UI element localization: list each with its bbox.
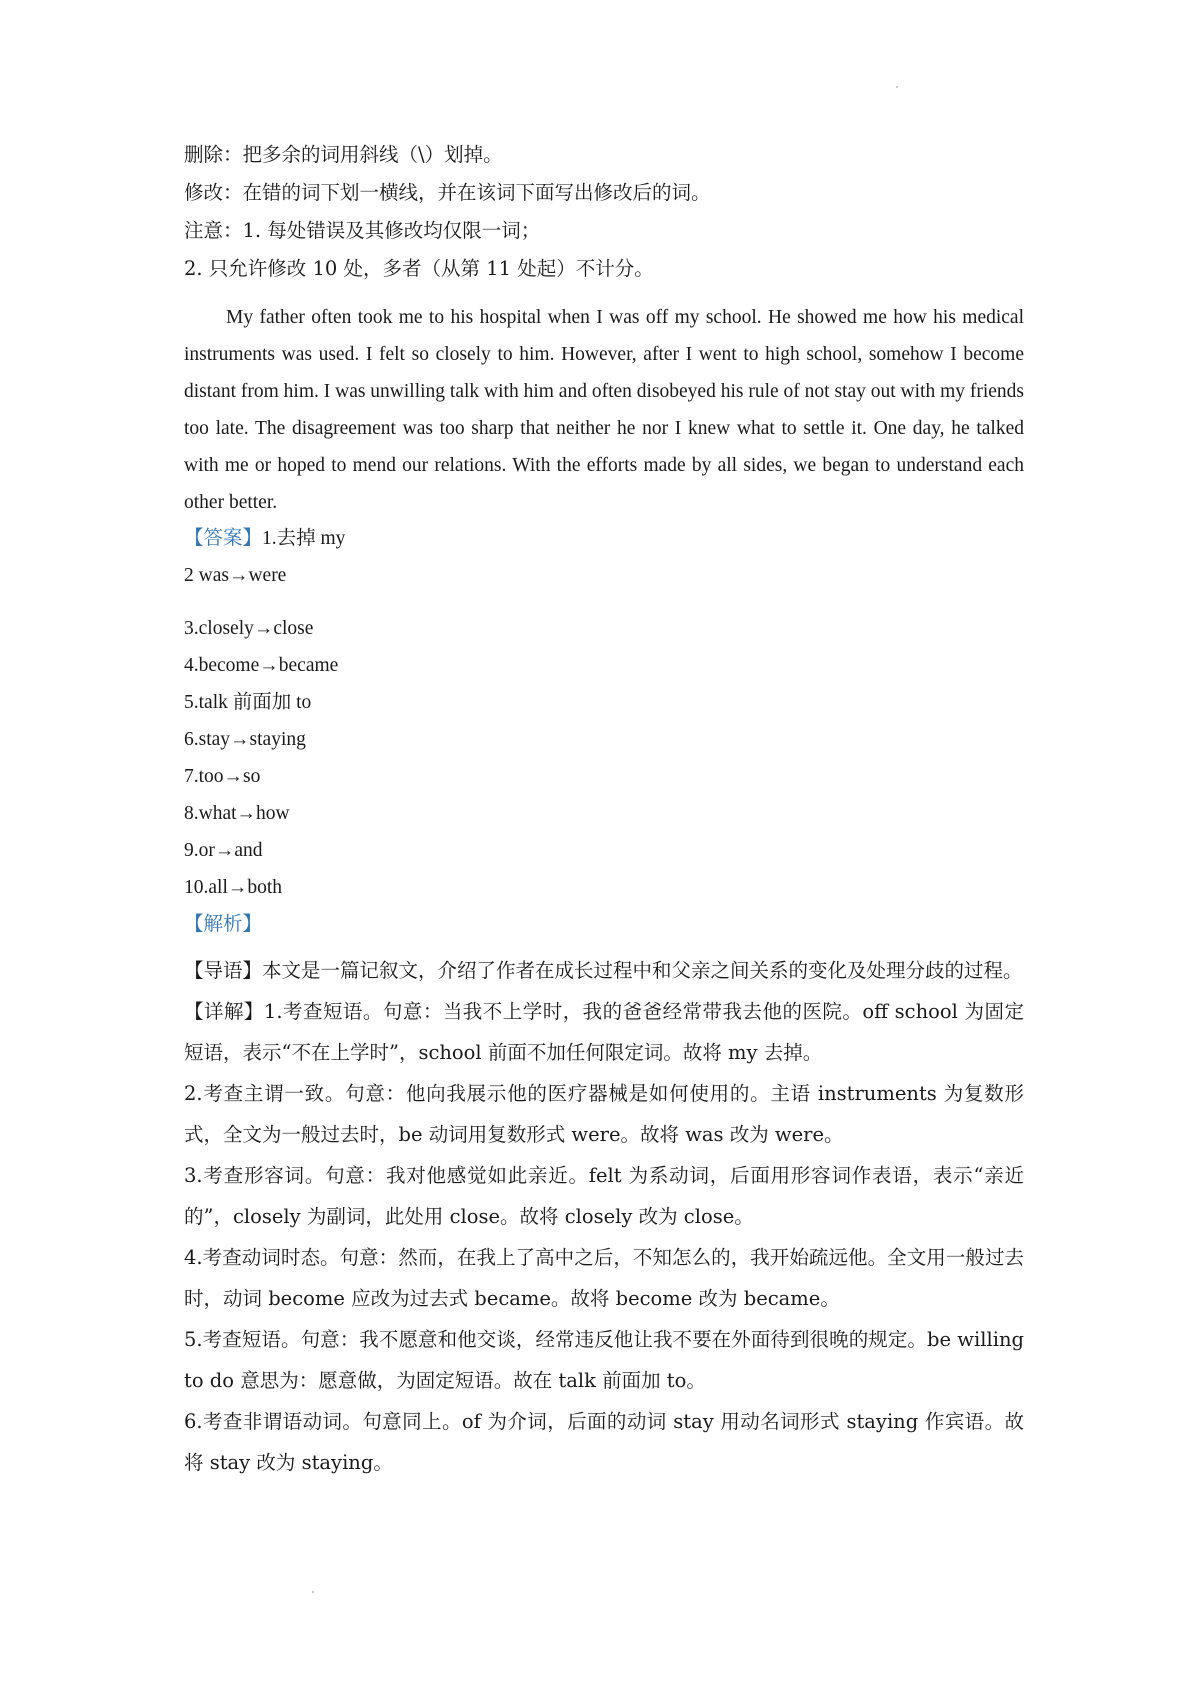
instruction-modify: 修改：在错的词下划一横线，并在该词下面写出修改后的词。 (184, 181, 711, 204)
answer-item: 2 was→were (184, 565, 287, 586)
explanation-item-6: 6.考查非谓语动词。句意同上。of 为介词，后面的动词 stay 用动名词形式 staying 作宾语。故将 stay 改为 staying。 (184, 1410, 1024, 1474)
answer-item: 10.all→both (184, 877, 283, 898)
explanation-item-3: 3.考查形容词。句意：我对他感觉如此亲近。felt 为系动词，后面用形容词作表语，表示“亲近的”，closely 为副词，此处用 close。故将 closely 改为 close。 (184, 1164, 1024, 1228)
explanation-intro: 【导语】本文是一篇记叙文，介绍了作者在成长过程中和父亲之间关系的变化及处理分歧的过程。 (184, 959, 1023, 982)
passage-text: My father often took me to his hospital when I was off my school. He showed me how his medical instruments was used. I felt so closely to him. However, after I went to high school, somehow I become distant from him. I was unwilling talk with him and often disobeyed his rule of not stay out with my friends too late. The disagreement was too sharp that neither he nor I knew what to settle it. One day, he talked with me or hoped to mend our relations. With the efforts made by all sides, we began to understand each other better. (184, 307, 1025, 513)
answer-item: 8.what→how (184, 803, 290, 824)
explanation-item-5: 5.考查短语。句意：我不愿意和他交谈，经常违反他让我不要在外面待到很晚的规定。be willing to do 意思为：愿意做，为固定短语。故在 talk 前面加 to。 (184, 1328, 1024, 1392)
passage-paragraph (184, 299, 1024, 521)
explanation-item-4: 4.考查动词时态。句意：然而，在我上了高中之后，不知怎么的，我开始疏远他。全文用一般过去时，动词 become 应改为过去式 became。故将 become 改为 became。 (184, 1246, 1024, 1310)
answer-item: 6.stay→staying (184, 729, 306, 750)
answer-line-1 (184, 527, 1024, 564)
answer-item: 5.talk 前面加 to (184, 692, 312, 713)
instruction-note-2: 2. 只允许修改 10 处，多者（从第 11 处起）不计分。 (184, 257, 654, 280)
answer-item: 3.closely→close (184, 618, 314, 639)
page-content (184, 143, 1024, 1483)
scan-dot-bottom (312, 1591, 314, 1593)
explanation-item-2: 2.考查主谓一致。句意：他向我展示他的医疗器械是如何使用的。主语 instruments 为复数形式，全文为一般过去时，be 动词用复数形式 were。故将 was 改为 were。 (184, 1082, 1024, 1146)
answer-item: 7.too→so (184, 766, 261, 787)
analysis-tag: 【解析】 (184, 914, 263, 935)
answer-item: 9.or→and (184, 840, 263, 861)
answer-tag: 【答案】 (184, 528, 263, 549)
answer-item: 1.去掉 my (262, 528, 346, 549)
answer-item: 4.become→became (184, 655, 339, 676)
explanation-item-1: 【详解】1.考查短语。句意：当我不上学时，我的爸爸经常带我去他的医院。off school 为固定短语，表示“不在上学时”，school 前面不加任何限定词。故将 my 去掉。 (184, 1000, 1024, 1064)
instruction-delete: 删除：把多余的词用斜线（\）划掉。 (184, 143, 503, 166)
scan-dot-top (896, 86, 898, 88)
instruction-note-1: 注意：1. 每处错误及其修改均仅限一词； (184, 219, 541, 242)
